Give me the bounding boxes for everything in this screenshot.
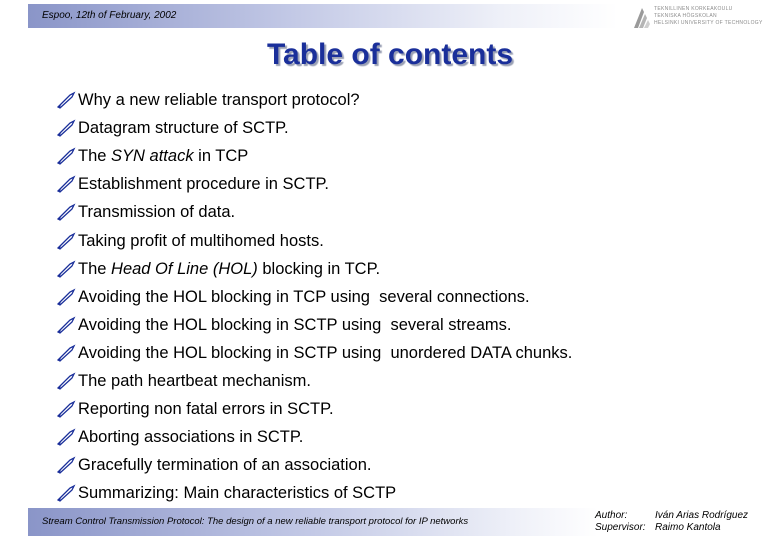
pen-nib-bullet-icon: [56, 119, 78, 137]
toc-item-segment: Transmission of data.: [78, 203, 236, 222]
toc-item: [56, 255, 572, 283]
toc-item-text: [78, 285, 530, 309]
toc-item: [56, 395, 572, 423]
supervisor-name: Raimo Kantola: [655, 522, 721, 533]
header-date: Espoo, 12th of February, 2002: [42, 10, 177, 21]
toc-item-text: [78, 313, 512, 337]
pen-nib-bullet-icon: [56, 344, 78, 362]
pen-nib-bullet-icon: [56, 484, 78, 502]
toc-item-segment: The: [78, 259, 112, 278]
toc-item-segment: Summarizing: Main characteristics of SCTP: [78, 484, 397, 503]
toc-item-segment: Why a new reliable transport protocol?: [78, 91, 360, 110]
page-title: Table of contents: [266, 38, 514, 71]
pen-nib-bullet-icon: [56, 232, 78, 250]
university-logo: [632, 6, 772, 32]
toc-item-segment: Avoiding the HOL blocking in SCTP using several streams.: [78, 315, 512, 334]
logo-line: TEKNILLINEN KORKEAKOULU: [654, 6, 733, 12]
logo-line: HELSINKI UNIVERSITY OF TECHNOLOGY: [654, 20, 763, 26]
toc-item-segment: The path heartbeat mechanism.: [78, 371, 311, 390]
toc-item-segment: Taking profit of multihomed hosts.: [78, 231, 324, 250]
toc-item: [56, 198, 572, 226]
toc-item-emphasis: SYN attack: [111, 147, 194, 166]
toc-item: [56, 142, 572, 170]
credits: [595, 510, 748, 534]
toc-item-text: [78, 172, 329, 196]
toc-item-emphasis: Head Of Line (HOL): [111, 259, 258, 278]
toc-item-segment: Reporting non fatal errors in SCTP.: [78, 400, 334, 419]
author-label: Author:: [595, 510, 628, 521]
toc-item-text: [78, 88, 360, 112]
pen-nib-bullet-icon: [56, 91, 78, 109]
logo-text: [654, 6, 763, 27]
pen-nib-bullet-icon: [56, 147, 78, 165]
toc-item-segment: Avoiding the HOL blocking in TCP using several connections.: [78, 287, 530, 306]
toc-item-text: [78, 397, 334, 421]
pen-nib-bullet-icon: [56, 400, 78, 418]
toc-item: [56, 283, 572, 311]
pen-nib-bullet-icon: [56, 456, 78, 474]
toc-item-segment: The: [78, 147, 112, 166]
toc-item: [56, 311, 572, 339]
toc-item-text: [78, 229, 324, 253]
toc-item: [56, 86, 572, 114]
toc-item: [56, 226, 572, 254]
toc-item-segment: Aborting associations in SCTP.: [78, 428, 304, 447]
pen-nib-bullet-icon: [56, 372, 78, 390]
toc-item-text: [78, 453, 371, 477]
toc-item-segment: Gracefully termination of an association.: [78, 456, 372, 475]
pen-nib-bullet-icon: [56, 203, 78, 221]
university-logo-icon: [632, 6, 652, 30]
toc-item: [56, 170, 572, 198]
toc-item: [56, 479, 572, 507]
toc-item-segment: Avoiding the HOL blocking in SCTP using unordered DATA chunks.: [78, 343, 573, 362]
toc-item: [56, 451, 572, 479]
toc-item-text: [78, 369, 311, 393]
toc-item-segment: Datagram structure of SCTP.: [78, 119, 289, 138]
toc-item-text: [78, 200, 235, 224]
supervisor-label: Supervisor:: [595, 522, 646, 533]
author-name: Iván Arias Rodríguez: [655, 510, 749, 521]
toc-item-text: [78, 341, 572, 365]
footer-title: Stream Control Transmission Protocol: The design of a new reliable transport protocol for IP networks: [42, 516, 469, 527]
toc-item: [56, 367, 572, 395]
pen-nib-bullet-icon: [56, 428, 78, 446]
toc-item-segment: blocking in TCP.: [257, 259, 381, 278]
toc-item-text: [78, 116, 289, 140]
pen-nib-bullet-icon: [56, 175, 78, 193]
toc-item: [56, 423, 572, 451]
toc-item: [56, 339, 572, 367]
toc-item-text: [78, 257, 380, 281]
logo-line: TEKNISKA HÖGSKOLAN: [654, 13, 717, 19]
table-of-contents-list: [56, 86, 572, 507]
toc-item-text: [78, 144, 248, 168]
pen-nib-bullet-icon: [56, 288, 78, 306]
toc-item: [56, 114, 572, 142]
toc-item-text: [78, 481, 396, 505]
toc-item-segment: Establishment procedure in SCTP.: [78, 175, 329, 194]
toc-item-segment: in TCP: [193, 147, 249, 166]
toc-item-text: [78, 425, 303, 449]
pen-nib-bullet-icon: [56, 260, 78, 278]
pen-nib-bullet-icon: [56, 316, 78, 334]
